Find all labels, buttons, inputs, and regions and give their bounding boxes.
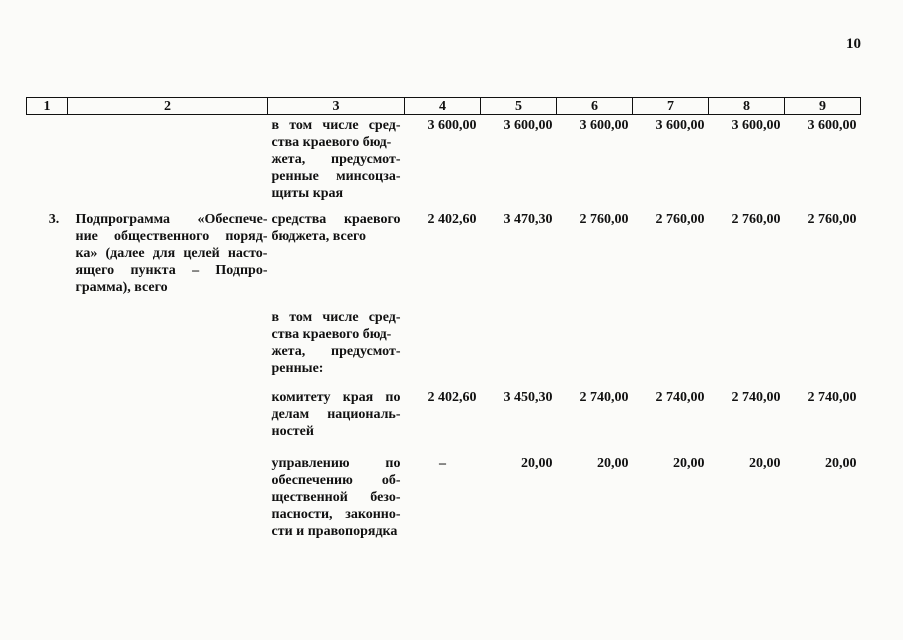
table-row: [27, 211, 861, 309]
name-line: ящего пункта – Подпро-: [75, 263, 268, 278]
value-col-6: 3 600,00: [579, 118, 629, 133]
source-line: средства краевого: [271, 212, 401, 227]
value-col-4: [405, 309, 481, 389]
source-line: ренные минсоцза-: [271, 169, 401, 184]
value-col-7: 3 600,00: [655, 118, 705, 133]
value-col-9: 2 740,00: [807, 390, 857, 405]
value-col-6: [557, 309, 633, 389]
value-col-8: 2 760,00: [731, 212, 781, 227]
row-number: [27, 115, 68, 212]
table-row: [27, 309, 861, 389]
program-name: [68, 389, 268, 455]
value-col-8: 3 600,00: [731, 118, 781, 133]
value-col-4: 2 402,60: [427, 212, 477, 227]
source-line: ства краевого бюд-: [271, 135, 392, 150]
row-number: [27, 455, 68, 545]
value-col-4: 3 600,00: [427, 118, 477, 133]
funding-source: [268, 389, 405, 455]
source-line: щиты края: [271, 186, 344, 201]
name-line: ка» (далее для целей насто-: [75, 246, 268, 261]
funding-source: [268, 115, 405, 212]
page-number: 10: [846, 36, 861, 52]
value-col-9: [785, 309, 861, 389]
row-number: 3.: [48, 212, 60, 227]
value-col-7: [633, 309, 709, 389]
column-header-3: 3: [268, 98, 405, 115]
value-col-7: 2 760,00: [655, 212, 705, 227]
source-line: щественной безо-: [271, 490, 401, 505]
column-header-6: 6: [557, 98, 633, 115]
value-col-9: 20,00: [825, 456, 857, 471]
source-line: комитету края по: [271, 390, 401, 405]
funding-source: [268, 309, 405, 389]
value-col-9: 2 760,00: [807, 212, 857, 227]
column-header-9: 9: [785, 98, 861, 115]
source-line: бюджета, всего: [271, 229, 367, 244]
value-col-4: 2 402,60: [427, 390, 477, 405]
column-header-4: 4: [405, 98, 481, 115]
source-line: обеспечению об-: [271, 473, 401, 488]
value-col-6: 20,00: [597, 456, 629, 471]
name-line: Подпрограмма «Обеспече-: [75, 212, 268, 227]
program-name: [68, 115, 268, 212]
program-name: [68, 309, 268, 389]
column-header-7: 7: [633, 98, 709, 115]
value-col-5: 3 450,30: [503, 390, 553, 405]
value-col-5: [481, 309, 557, 389]
value-col-6: 2 760,00: [579, 212, 629, 227]
value-col-5: 20,00: [521, 456, 553, 471]
budget-table: [26, 97, 861, 545]
value-col-5: 3 600,00: [503, 118, 553, 133]
value-col-8: 2 740,00: [731, 390, 781, 405]
source-line: управлению по: [271, 456, 401, 471]
column-number-header-row: [27, 98, 861, 115]
source-line: ностей: [271, 424, 314, 439]
program-name: [68, 211, 268, 309]
column-header-5: 5: [481, 98, 557, 115]
value-col-7: 20,00: [673, 456, 705, 471]
value-col-5: 3 470,30: [503, 212, 553, 227]
funding-source: [268, 455, 405, 545]
source-line: делам националь-: [271, 407, 401, 422]
name-line: ние общественного поряд-: [75, 229, 268, 244]
value-col-6: 2 740,00: [579, 390, 629, 405]
source-line: в том числе сред-: [271, 118, 401, 133]
table-row: [27, 389, 861, 455]
source-line: в том числе сред-: [271, 310, 401, 325]
source-line: пасности, законно-: [271, 507, 401, 522]
value-col-7: 2 740,00: [655, 390, 705, 405]
table-row: [27, 455, 861, 545]
value-col-9: 3 600,00: [807, 118, 857, 133]
source-line: сти и правопорядка: [271, 524, 398, 539]
value-col-8: [709, 309, 785, 389]
row-number: [27, 309, 68, 389]
column-header-1: 1: [27, 98, 68, 115]
program-name: [68, 455, 268, 545]
source-line: жета, предусмот-: [271, 344, 401, 359]
source-line: жета, предусмот-: [271, 152, 401, 167]
funding-source: [268, 211, 405, 309]
name-line: грамма), всего: [75, 280, 168, 295]
value-col-4: –: [439, 456, 446, 471]
table-row: [27, 115, 861, 212]
column-header-2: 2: [68, 98, 268, 115]
column-header-8: 8: [709, 98, 785, 115]
source-line: ства краевого бюд-: [271, 327, 392, 342]
source-line: ренные:: [271, 361, 324, 376]
value-col-8: 20,00: [749, 456, 781, 471]
row-number: [27, 389, 68, 455]
